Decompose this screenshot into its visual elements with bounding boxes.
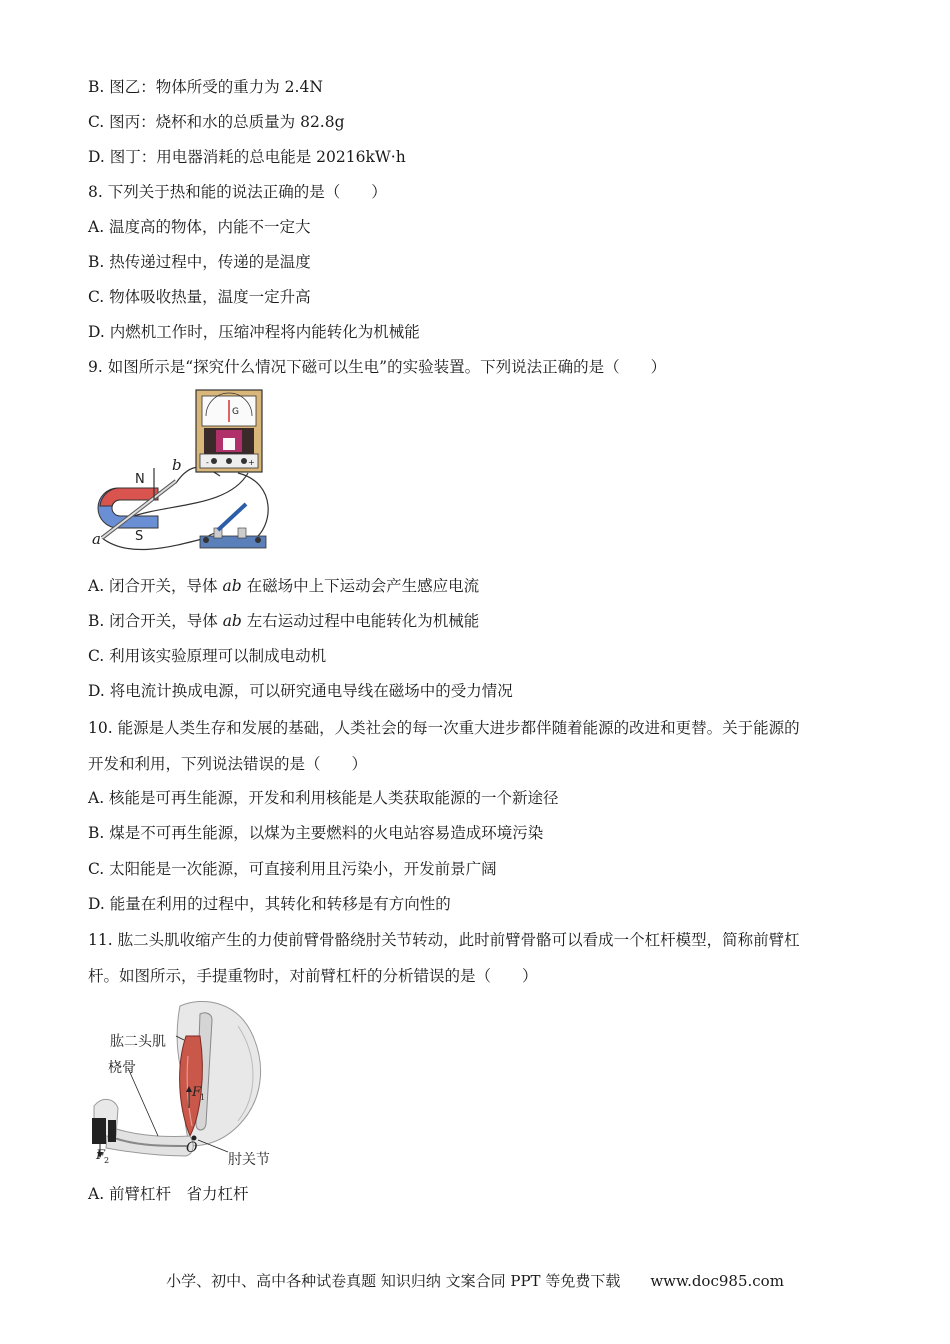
- wire-a: [102, 534, 215, 550]
- question-8: 8. 下列关于热和能的说法正确的是（ ）: [88, 183, 387, 201]
- figure-forearm-lever: [88, 996, 283, 1174]
- option-9b-prefix: B. 闭合开关，导体: [88, 612, 223, 630]
- galvanometer: [196, 390, 262, 472]
- option-9b-variable: ab: [222, 612, 242, 630]
- label-b: b: [172, 456, 182, 474]
- label-S: S: [135, 529, 144, 544]
- u-magnet: [98, 488, 158, 528]
- label-F2: F: [96, 1148, 106, 1163]
- radius-leader-line: [128, 1068, 158, 1136]
- line-q7b: B. 图乙：物体所受的重力为 2.4N: [88, 78, 323, 96]
- option-10a: A. 核能是可再生能源，开发和利用核能是人类获取能源的一个新途径: [88, 789, 559, 807]
- option-10b: B. 煤是不可再生能源，以煤为主要燃料的火电站容易造成环境污染: [88, 824, 544, 842]
- line-q7d: D. 图丁：用电器消耗的总电能是 20216kW·h: [88, 148, 406, 166]
- label-radius: 桡骨: [108, 1060, 136, 1076]
- question-11-line1: 11. 肱二头肌收缩产生的力使前臂骨骼绕肘关节转动，此时前臂骨骼可以看成一个杠杆模型，简称前臂杠: [88, 931, 800, 949]
- label-N: N: [135, 472, 145, 487]
- question-10-line2: 开发和利用，下列说法错误的是（ ）: [88, 755, 368, 773]
- terminal-plus: +: [248, 458, 255, 467]
- option-9d: D. 将电流计换成电源，可以研究通电导线在磁场中的受力情况: [88, 682, 513, 700]
- page-footer: 小学、初中、高中各种试卷真题 知识归纳 文案合同 PPT 等免费下载 www.doc985.com: [166, 1272, 784, 1290]
- figure-induction-apparatus: [88, 388, 278, 558]
- option-8d: D. 内燃机工作时，压缩冲程将内能转化为机械能: [88, 323, 420, 341]
- option-9c: C. 利用该实验原理可以制成电动机: [88, 647, 327, 665]
- label-O: O: [186, 1140, 198, 1156]
- label-biceps: 肱二头肌: [110, 1034, 166, 1050]
- question-10-line1: 10. 能源是人类生存和发展的基础，人类社会的每一次重大进步都伴随着能源的改进和更替。关于能源的: [88, 719, 800, 737]
- label-a: a: [92, 530, 101, 548]
- option-8c: C. 物体吸收热量，温度一定升高: [88, 288, 311, 306]
- option-9b-suffix: 左右运动过程中电能转化为机械能: [241, 612, 480, 630]
- label-F1-sub: 1: [200, 1093, 206, 1102]
- forearm: [106, 1126, 193, 1156]
- label-F2-sub: 2: [104, 1156, 110, 1165]
- option-9a-variable: ab: [222, 577, 242, 595]
- option-11a: A. 前臂杠杆 省力杠杆: [88, 1185, 249, 1203]
- switch: [200, 504, 266, 548]
- option-8b: B. 热传递过程中，传递的是温度: [88, 253, 311, 271]
- option-9a-prefix: A. 闭合开关，导体: [88, 577, 223, 595]
- question-9: 9. 如图所示是“探究什么情况下磁可以生电”的实验装置。下列说法正确的是（ ）: [88, 358, 667, 376]
- option-9a: [88, 576, 479, 596]
- question-11-line2: 杆。如图所示，手提重物时，对前臂杠杆的分析错误的是（ ）: [88, 967, 538, 985]
- line-q7c: C. 图丙：烧杯和水的总质量为 82.8g: [88, 113, 345, 131]
- label-F1: F: [192, 1085, 202, 1100]
- option-10c: C. 太阳能是一次能源，可直接利用且污染小，开发前景广阔: [88, 860, 497, 878]
- option-9b: [88, 611, 479, 631]
- label-G: G: [232, 407, 239, 417]
- option-10d: D. 能量在利用的过程中，其转化和转移是有方向性的: [88, 895, 451, 913]
- option-8a: A. 温度高的物体，内能不一定大: [88, 218, 311, 236]
- weight: [92, 1118, 106, 1144]
- option-9a-suffix: 在磁场中上下运动会产生感应电流: [241, 577, 480, 595]
- label-elbow: 肘关节: [228, 1152, 270, 1168]
- terminal-minus: -: [206, 458, 209, 467]
